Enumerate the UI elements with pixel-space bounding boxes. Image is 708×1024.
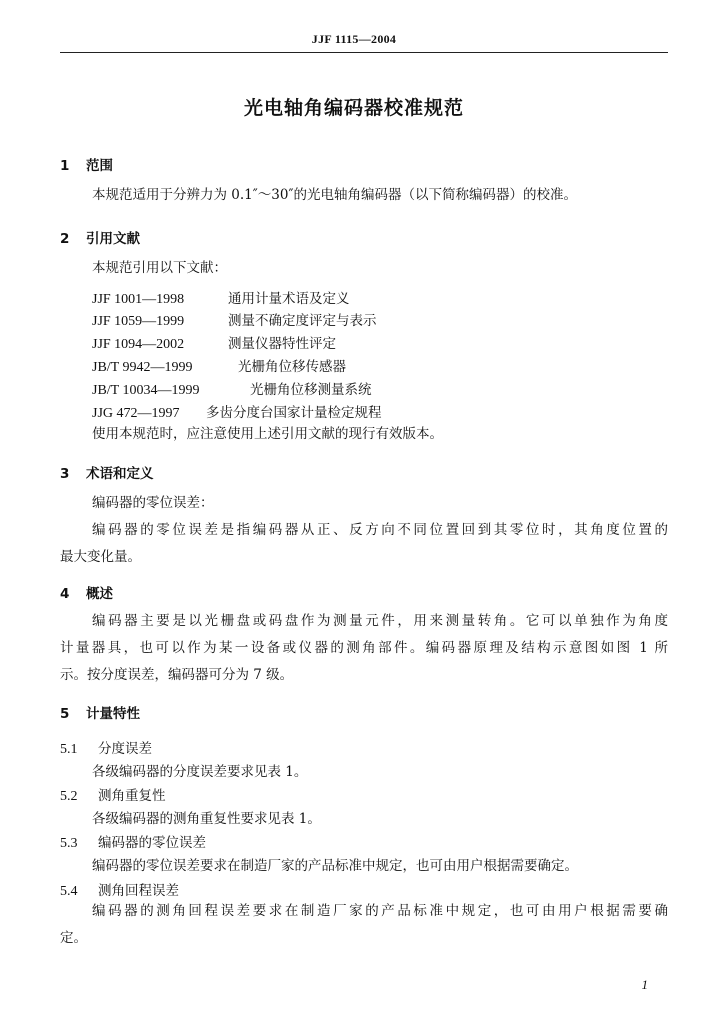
section-3-text: [60, 490, 668, 571]
reference-code: JJF 1059—1999: [92, 314, 185, 329]
section-number: 2: [60, 231, 70, 247]
subsection-5-1-heading: [60, 737, 152, 758]
section-3-heading: [60, 462, 154, 482]
section-4-heading: [60, 582, 113, 602]
subsection-title: 分度误差: [98, 741, 152, 757]
reference-item: [92, 355, 346, 376]
paragraph-line: 编码器的测角回程误差要求在制造厂家的产品标准中规定，也可由用户根据需要确: [92, 903, 668, 919]
paragraph-line: 本规范引用以下文献：: [92, 260, 227, 276]
reference-item: [92, 401, 382, 422]
subsection-5-3-heading: [60, 831, 206, 852]
section-title: 引用文献: [86, 231, 140, 247]
document-title: 光电轴角编码器校准规范: [243, 97, 464, 119]
paragraph-line: 最大变化量。: [60, 549, 141, 565]
reference-code: JB/T 10034—1999: [92, 383, 200, 398]
paragraph-line: 示。按分度误差，编码器可分为 7 级。: [60, 667, 294, 683]
section-2-note: [60, 421, 668, 448]
paragraph-line: 使用本规范时，应注意使用上述引用文献的现行有效版本。: [92, 426, 443, 442]
section-number: 4: [60, 586, 70, 602]
header-rule: [60, 52, 668, 53]
section-4-text: [60, 608, 668, 689]
subsection-title: 测角回程误差: [98, 883, 179, 899]
paragraph-line: 编码器主要是以光栅盘或码盘作为测量元件，用来测量转角。它可以单独作为角度: [92, 613, 668, 629]
section-title: 范围: [86, 158, 113, 174]
subsection-5-1-text: 各级编码器的分度误差要求见表 1。: [92, 764, 308, 780]
section-title: 概述: [86, 586, 113, 602]
section-number: 1: [60, 158, 70, 174]
reference-code: JB/T 9942—1999: [92, 360, 193, 375]
section-5-heading: [60, 702, 140, 722]
paragraph-line: 定。: [60, 930, 87, 946]
reference-title: 测量仪器特性评定: [228, 336, 336, 352]
subsection-title: 编码器的零位误差: [98, 835, 206, 851]
section-title: 术语和定义: [86, 466, 154, 482]
subsection-5-4-text: [60, 898, 668, 952]
section-1-text: [60, 182, 668, 209]
reference-title: 光栅角位移传感器: [238, 359, 346, 375]
section-2-heading: [60, 227, 140, 247]
section-2-intro: [60, 255, 668, 282]
reference-title: 光栅角位移测量系统: [250, 382, 372, 398]
subsection-title: 测角重复性: [98, 788, 166, 804]
term-label: 编码器的零位误差：: [92, 495, 214, 511]
section-title: 计量特性: [86, 706, 140, 722]
reference-code: JJF 1094—2002: [92, 337, 185, 352]
subsection-5-2-text: 各级编码器的测角重复性要求见表 1。: [92, 811, 321, 827]
page-number: 1: [641, 977, 648, 992]
reference-item: [92, 332, 336, 353]
subsection-number: 5.2: [60, 789, 78, 804]
section-number: 5: [60, 706, 70, 722]
subsection-number: 5.3: [60, 836, 78, 851]
paragraph-line: 编码器的零位误差是指编码器从正、反方向不同位置回到其零位时，其角度位置的: [92, 522, 668, 538]
subsection-number: 5.1: [60, 742, 78, 757]
reference-item: [92, 378, 372, 399]
reference-title: 测量不确定度评定与表示: [228, 313, 377, 329]
reference-code: JJG 472—1997: [92, 406, 180, 421]
section-1-heading: [60, 154, 113, 174]
reference-item: [92, 287, 350, 308]
subsection-5-3-text: 编码器的零位误差要求在制造厂家的产品标准中规定，也可由用户根据需要确定。: [92, 858, 578, 874]
reference-title: 通用计量术语及定义: [228, 291, 350, 307]
paragraph-line: 本规范适用于分辨力为 0.1″～30″的光电轴角编码器（以下简称编码器）的校准。: [92, 187, 578, 203]
reference-code: JJF 1001—1998: [92, 292, 185, 307]
reference-title: 多齿分度台国家计量检定规程: [206, 405, 382, 421]
subsection-5-4-heading: [60, 879, 179, 900]
subsection-5-2-heading: [60, 784, 166, 805]
header-standard-code: JJF 1115—2004: [311, 32, 397, 46]
section-number: 3: [60, 466, 70, 482]
subsection-number: 5.4: [60, 884, 78, 899]
reference-item: [92, 309, 377, 330]
paragraph-line: 计量器具，也可以作为某一设备或仪器的测角部件。编码器原理及结构示意图如图 1 所: [60, 640, 668, 656]
